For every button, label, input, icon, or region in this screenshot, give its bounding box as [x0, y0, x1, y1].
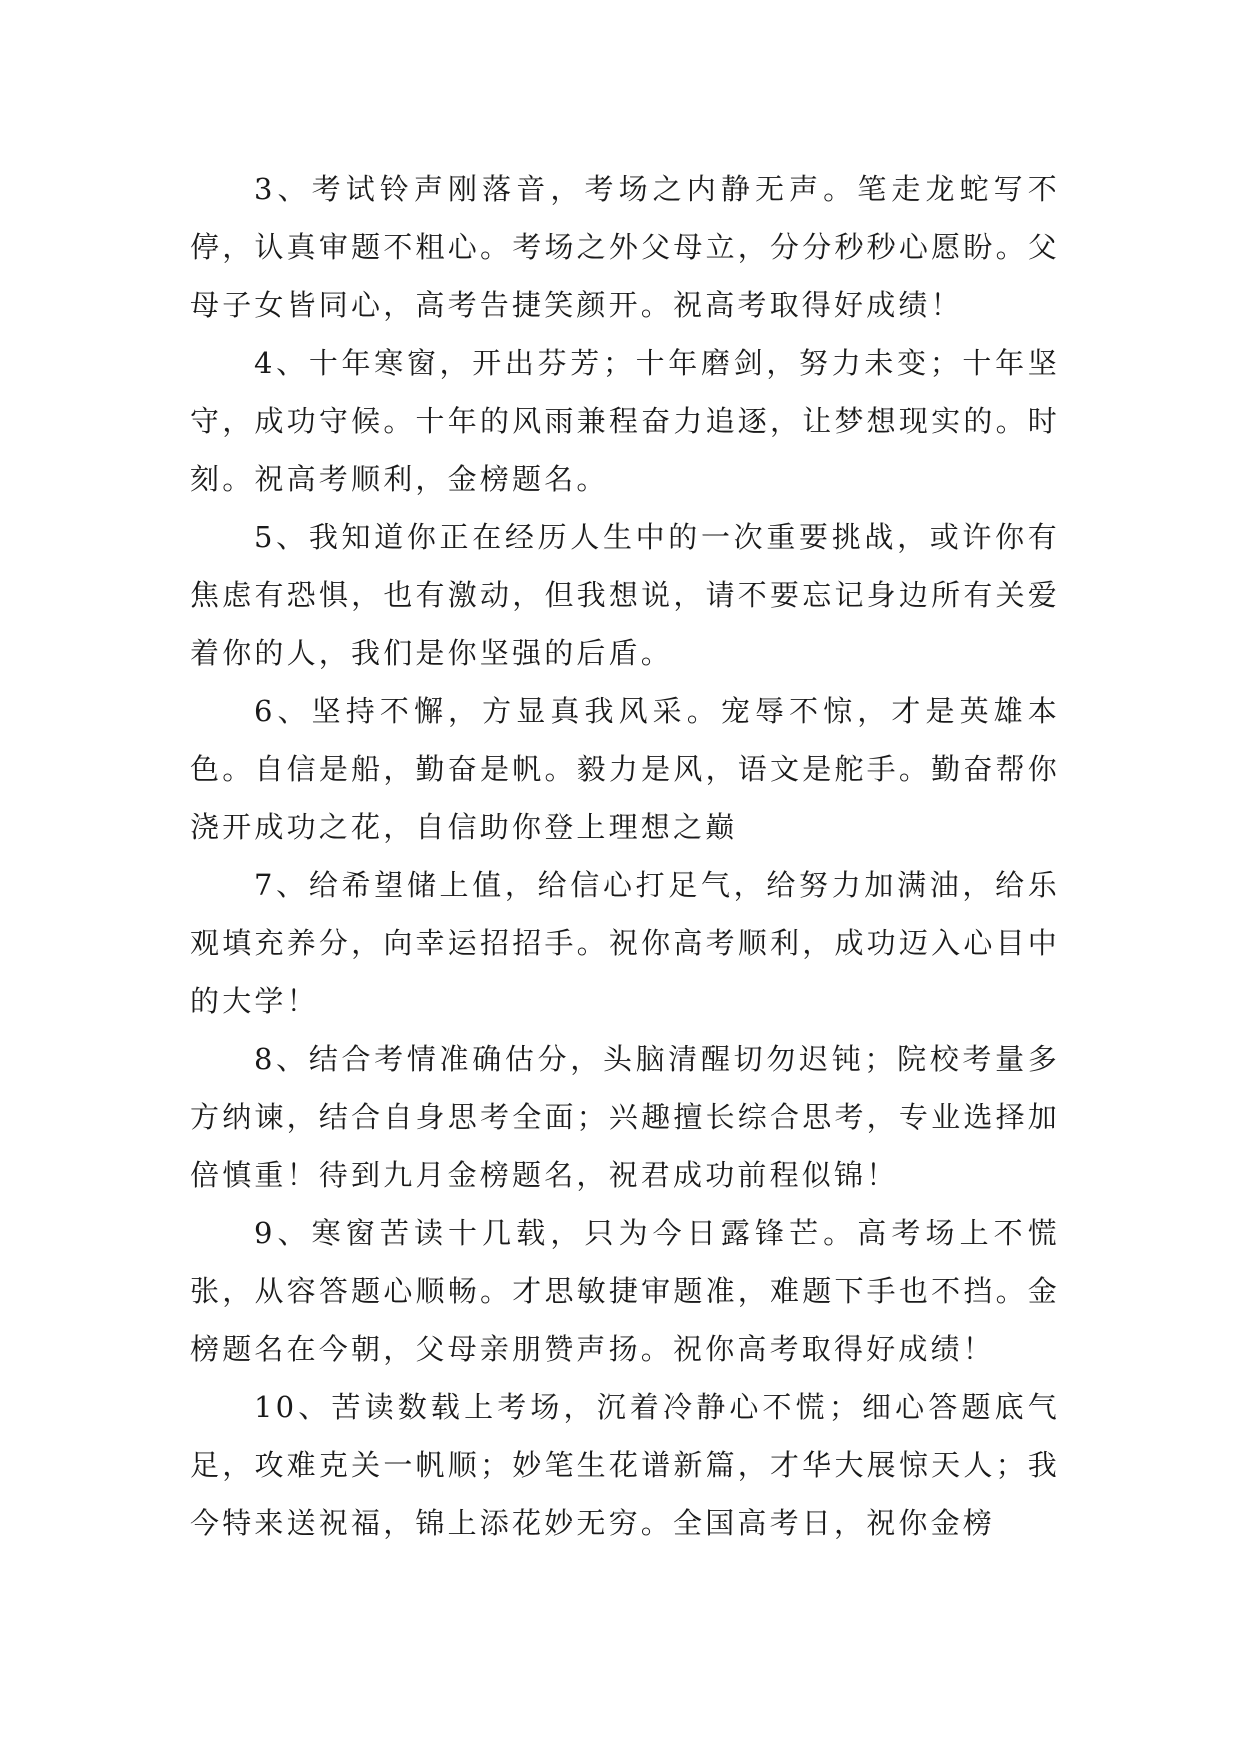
paragraph-6: 6、坚持不懈，方显真我风采。宠辱不惊，才是英雄本色。自信是船，勤奋是帆。毅力是风，语文是舵手。勤奋帮你浇开成功之花，自信助你登上理想之巅: [190, 694, 1060, 844]
paragraph-7: 7、给希望储上值，给信心打足气，给努力加满油，给乐观填充养分，向幸运招招手。祝你高考顺利，成功迈入心目中的大学！: [190, 868, 1060, 1018]
document-body: [190, 160, 1060, 1552]
paragraph-4: 4、十年寒窗，开出芬芳；十年磨剑，努力未变；十年坚守，成功守候。十年的风雨兼程奋力追逐，让梦想现实的。时刻。祝高考顺利，金榜题名。: [190, 346, 1060, 496]
paragraph-8: 8、结合考情准确估分，头脑清醒切勿迟钝；院校考量多方纳谏，结合自身思考全面；兴趣擅长综合思考，专业选择加倍慎重！待到九月金榜题名，祝君成功前程似锦！: [190, 1042, 1060, 1192]
paragraph-10: 10、苦读数载上考场，沉着冷静心不慌；细心答题底气足，攻难克关一帆顺；妙笔生花谱新篇，才华大展惊天人；我今特来送祝福，锦上添花妙无穷。全国高考日，祝你金榜: [190, 1390, 1060, 1540]
paragraph-9: 9、寒窗苦读十几载，只为今日露锋芒。高考场上不慌张，从容答题心顺畅。才思敏捷审题准，难题下手也不挡。金榜题名在今朝，父母亲朋赞声扬。祝你高考取得好成绩！: [190, 1216, 1060, 1366]
paragraph-5: 5、我知道你正在经历人生中的一次重要挑战，或许你有焦虑有恐惧，也有激动，但我想说，请不要忘记身边所有关爱着你的人，我们是你坚强的后盾。: [190, 520, 1060, 670]
paragraph-3: 3、考试铃声刚落音，考场之内静无声。笔走龙蛇写不停，认真审题不粗心。考场之外父母立，分分秒秒心愿盼。父母子女皆同心，高考告捷笑颜开。祝高考取得好成绩！: [190, 172, 1060, 322]
